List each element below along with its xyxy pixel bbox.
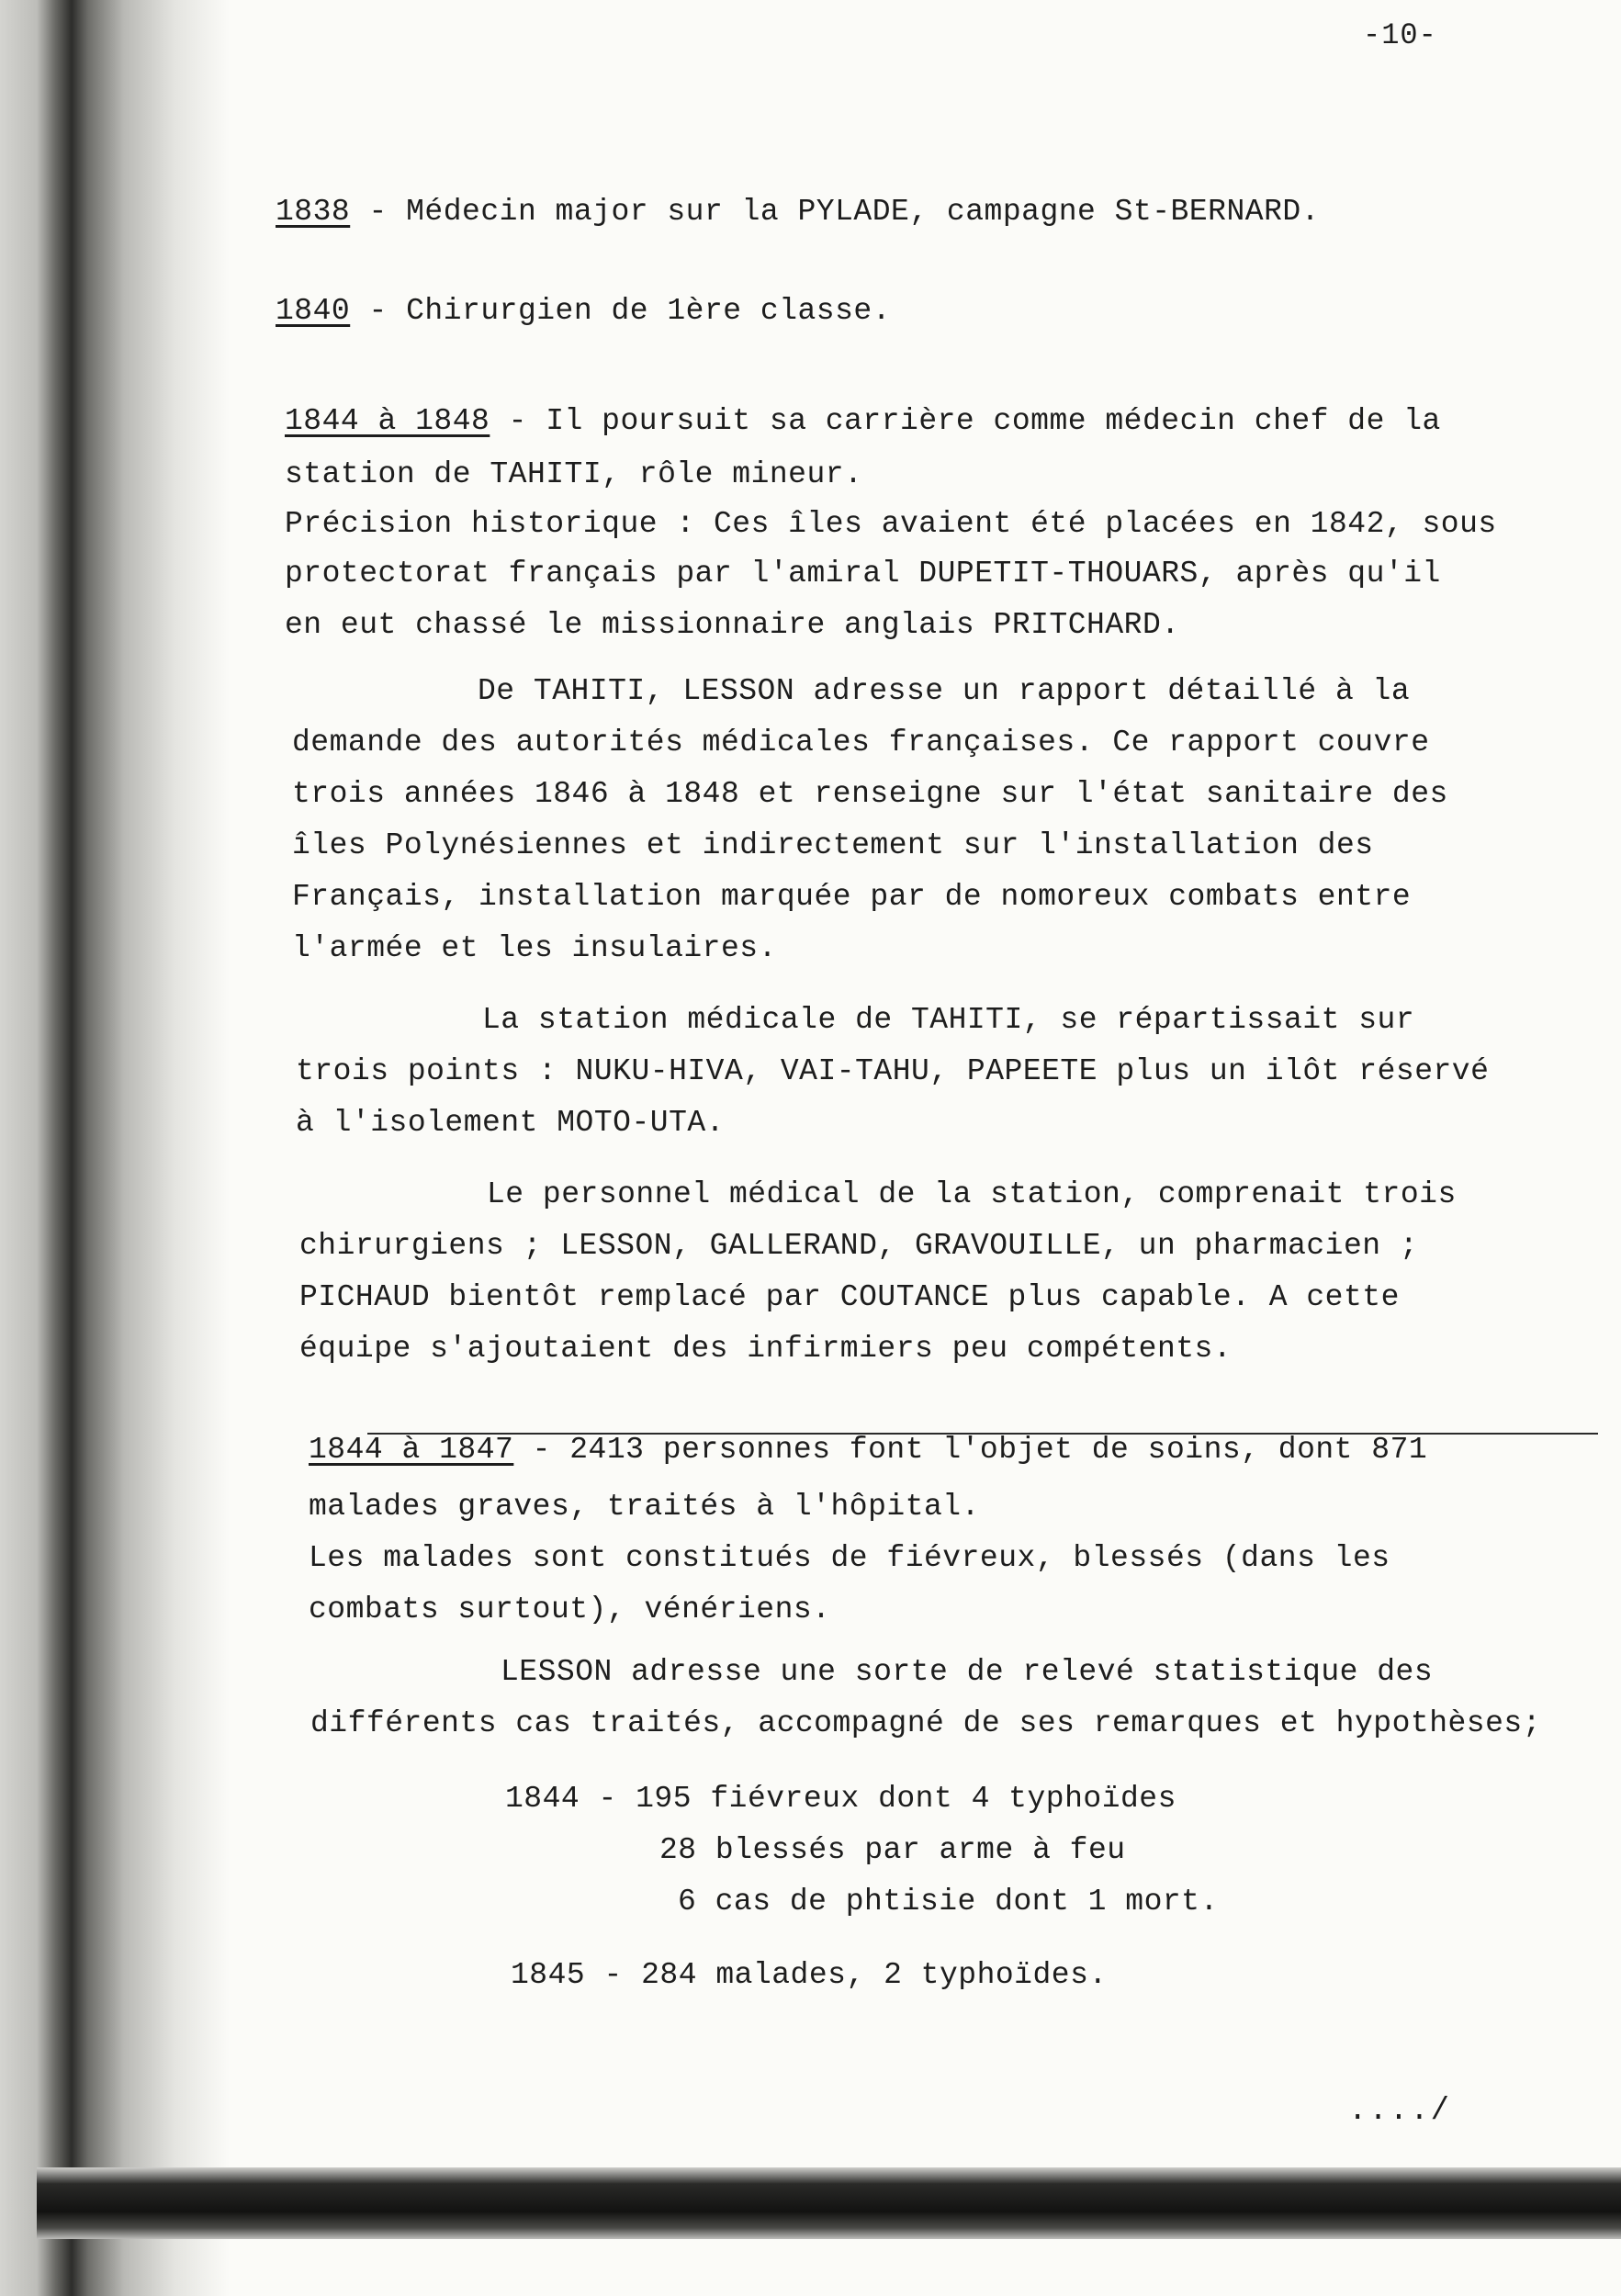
text-line: à l'isolement MOTO-UTA. <box>296 1106 725 1140</box>
text-line: différents cas traités, accompagné de ses remarques et hypothèses; <box>310 1706 1542 1740</box>
text-line: l'armée et les insulaires. <box>292 931 777 965</box>
page-number: -10- <box>1363 18 1437 52</box>
entry-text: - Médecin major sur la PYLADE, campagne St-BERNARD. <box>350 195 1320 229</box>
entry-text: - Chirurgien de 1ère classe. <box>350 294 892 328</box>
text-line: en eut chassé le missionnaire anglais PRITCHARD. <box>285 608 1180 642</box>
text-line: îles Polynésiennes et indirectement sur l'installation des <box>292 828 1374 862</box>
paragraph-first-line: De TAHITI, LESSON adresse un rapport détaillé à la <box>478 674 1411 708</box>
entry-date: 1840 <box>276 294 351 328</box>
text-line: combats surtout), vénériens. <box>309 1593 831 1626</box>
stat-line: 28 blessés par arme à feu <box>659 1833 1126 1867</box>
text-line: trois années 1846 à 1848 et renseigne sur l'état sanitaire des <box>292 777 1448 811</box>
text-line: chirurgiens ; LESSON, GALLERAND, GRAVOUILLE, un pharmacien ; <box>299 1229 1419 1263</box>
entry-1838 <box>276 195 1320 229</box>
entry-1844-1848 <box>285 404 1441 438</box>
entry-text: - 2413 personnes font l'objet de soins, dont 871 <box>513 1433 1428 1467</box>
text-line: station de TAHITI, rôle mineur. <box>285 457 863 491</box>
binding-shadow <box>0 0 230 2296</box>
stat-line: 1844 - 195 fiévreux dont 4 typhoïdes <box>505 1782 1176 1816</box>
text-line: trois points : NUKU-HIVA, VAI-TAHU, PAPEETE plus un ilôt réservé <box>296 1054 1490 1088</box>
text-line: Les malades sont constitués de fiévreux, blessés (dans les <box>309 1541 1390 1575</box>
entry-date: 1838 <box>276 195 351 229</box>
text-line: PICHAUD bientôt remplacé par COUTANCE plus capable. A cette <box>299 1280 1400 1314</box>
text-line: équipe s'ajoutaient des infirmiers peu compétents. <box>299 1332 1233 1366</box>
continuation-mark: ..../ <box>1348 2094 1452 2129</box>
entry-date: 1844 à 1848 <box>285 404 490 438</box>
paragraph-first-line: Le personnel médical de la station, comprenait trois <box>487 1177 1457 1211</box>
entry-1844-1847 <box>309 1433 1427 1467</box>
text-line: Français, installation marquée par de nomoreux combats entre <box>292 880 1412 914</box>
text-line: Précision historique : Ces îles avaient été placées en 1842, sous <box>285 507 1497 541</box>
stat-line: 1845 - 284 malades, 2 typhoïdes. <box>511 1958 1108 1992</box>
paragraph-first-line: La station médicale de TAHITI, se répartissait sur <box>482 1003 1415 1037</box>
text-line: protectorat français par l'amiral DUPETIT-THOUARS, après qu'il <box>285 557 1441 591</box>
paragraph-first-line: LESSON adresse une sorte de relevé statistique des <box>501 1655 1434 1689</box>
text-line: malades graves, traités à l'hôpital. <box>309 1490 980 1524</box>
entry-text: - Il poursuit sa carrière comme médecin chef de la <box>490 404 1441 438</box>
stat-line: 6 cas de phtisie dont 1 mort. <box>678 1885 1219 1919</box>
scan-bottom-shadow <box>37 2167 1621 2239</box>
entry-date: 1844 à 1847 <box>309 1433 514 1467</box>
entry-1840 <box>276 294 891 328</box>
text-line: demande des autorités médicales françaises. Ce rapport couvre <box>292 726 1430 760</box>
